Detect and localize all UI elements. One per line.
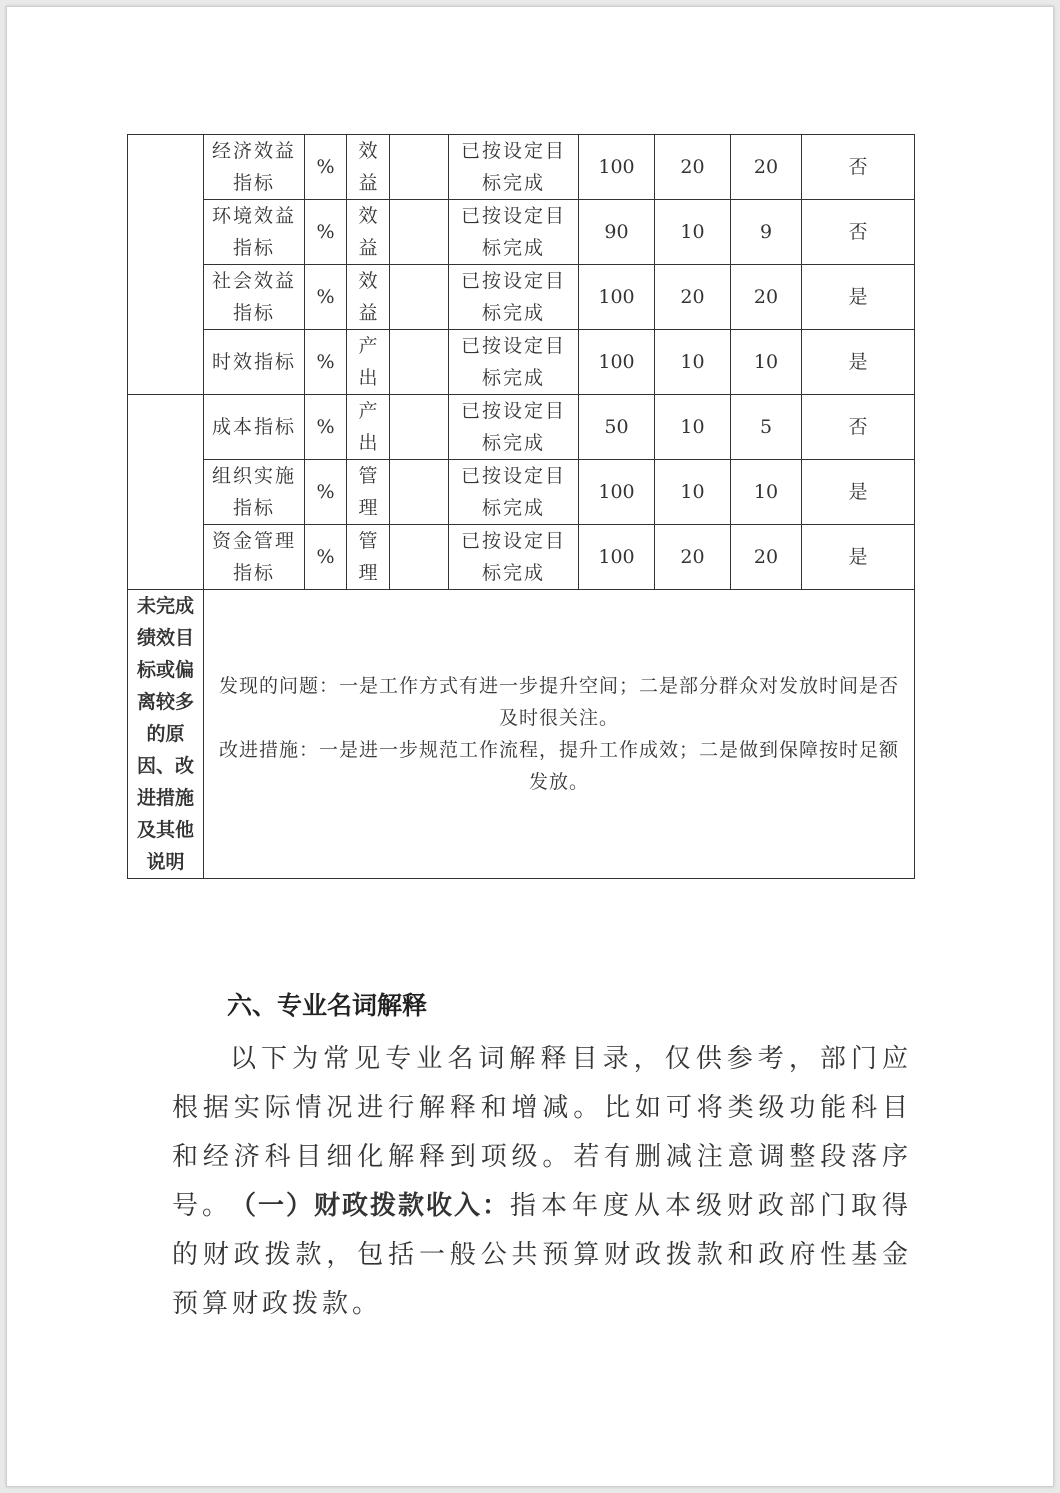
indicator-name: 经济效益指标 bbox=[204, 135, 305, 200]
group-cell-outcome bbox=[128, 135, 204, 395]
score-cell: 20 bbox=[731, 135, 802, 200]
table-row bbox=[128, 395, 915, 460]
table-row bbox=[128, 135, 915, 200]
score-cell: 20 bbox=[731, 525, 802, 590]
table-row bbox=[128, 330, 915, 395]
score-cell: 10 bbox=[731, 330, 802, 395]
notes-content bbox=[204, 590, 915, 879]
flag-cell: 是 bbox=[802, 330, 915, 395]
notes-measures-text: 改进措施：一是进一步规范工作流程，提升工作成效；二是做到保障按时足额发放。 bbox=[218, 739, 899, 793]
notes-label: 未完成绩效目标或偏离较多的原因、改进措施及其他说明 bbox=[128, 590, 204, 879]
target-value-cell: 100 bbox=[579, 135, 655, 200]
flag-cell: 否 bbox=[802, 135, 915, 200]
table-row bbox=[128, 460, 915, 525]
category-cell: 管理 bbox=[347, 525, 390, 590]
indicator-name: 组织实施指标 bbox=[204, 460, 305, 525]
target-value-cell: 90 bbox=[579, 200, 655, 265]
indicator-name: 成本指标 bbox=[204, 395, 305, 460]
unit-cell: % bbox=[305, 460, 347, 525]
section-heading: 六、专业名词解释 bbox=[227, 991, 428, 1020]
notes-problem-text: 发现的问题：一是工作方式有进一步提升空间；二是部分群众对发放时间是否及时很关注。 bbox=[218, 675, 899, 729]
category-cell: 产出 bbox=[347, 395, 390, 460]
notes-row bbox=[128, 590, 915, 879]
term-label: （一）财政拨款收入： bbox=[230, 1191, 510, 1221]
blank-cell bbox=[390, 135, 449, 200]
weight-cell: 20 bbox=[655, 265, 731, 330]
blank-cell bbox=[390, 525, 449, 590]
document-page bbox=[6, 6, 1054, 1487]
target-value-cell: 100 bbox=[579, 525, 655, 590]
group-cell-output bbox=[128, 395, 204, 590]
table-row bbox=[128, 525, 915, 590]
category-cell: 效益 bbox=[347, 135, 390, 200]
table-row bbox=[128, 265, 915, 330]
category-cell: 管理 bbox=[347, 460, 390, 525]
blank-cell bbox=[390, 460, 449, 525]
weight-cell: 10 bbox=[655, 330, 731, 395]
blank-cell bbox=[390, 265, 449, 330]
blank-cell bbox=[390, 200, 449, 265]
weight-cell: 20 bbox=[655, 525, 731, 590]
category-cell: 效益 bbox=[347, 200, 390, 265]
unit-cell: % bbox=[305, 265, 347, 330]
weight-cell: 10 bbox=[655, 460, 731, 525]
performance-table bbox=[127, 134, 915, 879]
flag-cell: 是 bbox=[802, 525, 915, 590]
indicator-name: 资金管理指标 bbox=[204, 525, 305, 590]
target-value-cell: 100 bbox=[579, 330, 655, 395]
category-cell: 产出 bbox=[347, 330, 390, 395]
intro-paragraph: 以下为常见专业名词解释目录，仅供参考，部门应根据实际情况进行解释和增减。比如可将类级功能科目和经济科目细化解释到项级。若有删减注意调整段落序号。 bbox=[172, 1044, 912, 1221]
score-cell: 5 bbox=[731, 395, 802, 460]
status-cell: 已按设定目标完成 bbox=[449, 135, 579, 200]
flag-cell: 否 bbox=[802, 200, 915, 265]
category-cell: 效益 bbox=[347, 265, 390, 330]
blank-cell bbox=[390, 395, 449, 460]
weight-cell: 20 bbox=[655, 135, 731, 200]
unit-cell: % bbox=[305, 330, 347, 395]
blank-cell bbox=[390, 330, 449, 395]
weight-cell: 10 bbox=[655, 395, 731, 460]
target-value-cell: 100 bbox=[579, 460, 655, 525]
status-cell: 已按设定目标完成 bbox=[449, 265, 579, 330]
status-cell: 已按设定目标完成 bbox=[449, 525, 579, 590]
flag-cell: 是 bbox=[802, 265, 915, 330]
status-cell: 已按设定目标完成 bbox=[449, 330, 579, 395]
indicator-name: 环境效益指标 bbox=[204, 200, 305, 265]
flag-cell: 否 bbox=[802, 395, 915, 460]
score-cell: 10 bbox=[731, 460, 802, 525]
score-cell: 9 bbox=[731, 200, 802, 265]
indicator-name: 社会效益指标 bbox=[204, 265, 305, 330]
term-paragraph bbox=[172, 1182, 912, 1329]
unit-cell: % bbox=[305, 135, 347, 200]
status-cell: 已按设定目标完成 bbox=[449, 460, 579, 525]
indicator-name: 时效指标 bbox=[204, 330, 305, 395]
target-value-cell: 50 bbox=[579, 395, 655, 460]
weight-cell: 10 bbox=[655, 200, 731, 265]
target-value-cell: 100 bbox=[579, 265, 655, 330]
status-cell: 已按设定目标完成 bbox=[449, 395, 579, 460]
unit-cell: % bbox=[305, 525, 347, 590]
status-cell: 已按设定目标完成 bbox=[449, 200, 579, 265]
unit-cell: % bbox=[305, 200, 347, 265]
unit-cell: % bbox=[305, 395, 347, 460]
flag-cell: 是 bbox=[802, 460, 915, 525]
table-row bbox=[128, 200, 915, 265]
term-definition: 指本年度从本级财政部门取得的财政拨款，包括一般公共预算财政拨款和政府性基金预算财政拨款。 bbox=[172, 1191, 912, 1319]
score-cell: 20 bbox=[731, 265, 802, 330]
